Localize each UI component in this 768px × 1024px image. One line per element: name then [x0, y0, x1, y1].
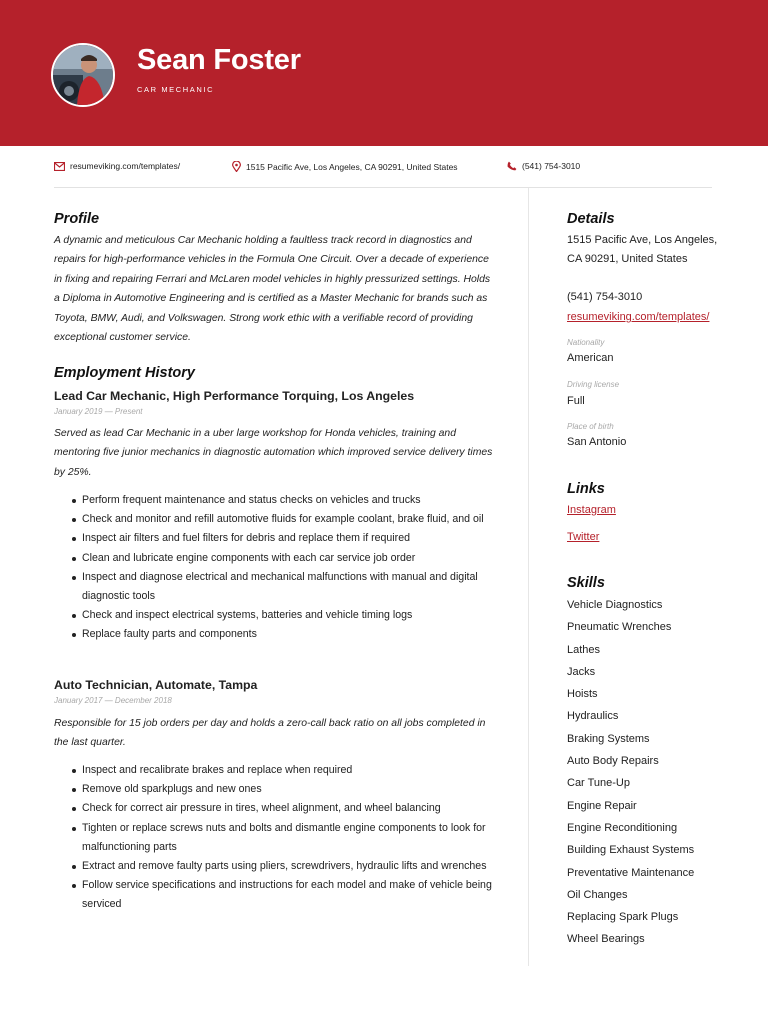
skill-item: Pneumatic Wrenches — [567, 621, 672, 634]
mail-icon — [54, 162, 65, 171]
list-item: Check for correct air pressure in tires, wheel alignment, and wheel balancing — [54, 799, 494, 818]
profile-heading: Profile — [54, 211, 100, 227]
profile-text: A dynamic and meticulous Car Mechanic holding a faultless track record in diagnostics and repairs for high-performance vehicles in the Formula One Circuit. Over a decade of experience in fixing and repairing Ferrari and McLaren model vehicles in highly pressurized settings. Holds a Diploma in Automotive Engineering and is certified as a Master Mechanic for brands such as Toyota, BMW, Audi, and Volkswagen. Strong work ethic with a verifiable record of providing exceptional customer service. — [54, 235, 491, 344]
skill-item: Jacks — [567, 665, 596, 678]
driving-license-label: Driving license — [567, 380, 620, 389]
header-divider — [54, 187, 712, 188]
list-item: Inspect air filters and fuel filters for debris and replace them if required — [54, 529, 494, 548]
details-website-link[interactable]: resumeviking.com/templates/ — [567, 311, 710, 323]
place-of-birth-label: Place of birth — [567, 422, 614, 431]
job-1-dates: January 2019 — Present — [54, 407, 143, 416]
skill-item: Engine Reconditioning — [567, 821, 678, 834]
list-item: Perform frequent maintenance and status checks on vehicles and trucks — [54, 491, 494, 510]
avatar — [51, 43, 115, 107]
phone-icon — [507, 161, 517, 171]
skill-item: Wheel Bearings — [567, 933, 645, 946]
link-twitter[interactable]: Twitter — [567, 531, 600, 543]
nationality-label: Nationality — [567, 338, 605, 347]
details-heading: Details — [567, 211, 615, 227]
list-item: Replace faulty parts and components — [54, 625, 494, 644]
list-item: Check and monitor and refill automotive fluids for example coolant, brake fluid, and oil — [54, 510, 494, 529]
contact-address — [232, 161, 458, 172]
contact-address-text: 1515 Pacific Ave, Los Angeles, CA 90291, United States — [246, 161, 458, 172]
list-item: Inspect and diagnose electrical and mechanical malfunctions with manual and digital diagnostic tools — [54, 568, 494, 606]
contact-website-text: resumeviking.com/templates/ — [70, 161, 181, 171]
skill-item: Engine Repair — [567, 799, 637, 812]
driving-license-value: Full — [567, 395, 585, 407]
skills-heading: Skills — [567, 575, 605, 591]
details-phone: (541) 754-3010 — [567, 291, 643, 303]
contact-phone-text: (541) 754-3010 — [522, 161, 581, 171]
job-2-summary: Responsible for 15 job orders per day and holds a zero-call back ratio on all jobs completed in the last quarter. — [54, 718, 486, 749]
skill-item: Hydraulics — [567, 710, 619, 723]
list-item: Tighten or replace screws nuts and bolts and dismantle engine components to look for malfunctioning parts — [54, 819, 494, 857]
job-2-title: Auto Technician, Automate, Tampa — [54, 678, 258, 692]
skill-item: Car Tune-Up — [567, 777, 630, 790]
skill-item: Hoists — [567, 688, 598, 701]
skills-list — [567, 594, 727, 951]
skill-item: Preventative Maintenance — [567, 866, 695, 879]
skill-item: Auto Body Repairs — [567, 755, 659, 768]
header-banner — [0, 0, 768, 146]
job-1-title: Lead Car Mechanic, High Performance Torquing, Los Angeles — [54, 389, 415, 403]
links-heading: Links — [567, 481, 605, 497]
job-1-bullet-list — [54, 491, 494, 645]
skill-item: Lathes — [567, 643, 601, 656]
candidate-job-title: CAR MECHANIC — [137, 85, 215, 94]
nationality-value: American — [567, 352, 614, 364]
contact-phone — [507, 161, 580, 171]
list-item: Remove old sparkplugs and new ones — [54, 780, 494, 799]
avatar-photo — [53, 45, 113, 105]
location-pin-icon — [232, 161, 241, 172]
list-item: Inspect and recalibrate brakes and replace when required — [54, 761, 494, 780]
list-item: Check and inspect electrical systems, batteries and vehicle timing logs — [54, 606, 494, 625]
employment-heading: Employment History — [54, 365, 195, 381]
candidate-name: Sean Foster — [137, 44, 301, 76]
skill-item: Replacing Spark Plugs — [567, 911, 679, 924]
contact-website[interactable] — [54, 161, 180, 171]
place-of-birth-value: San Antonio — [567, 436, 627, 448]
skill-item: Building Exhaust Systems — [567, 844, 695, 857]
list-item: Clean and lubricate engine components with each car service job order — [54, 549, 494, 568]
column-divider — [528, 188, 529, 966]
details-address: 1515 Pacific Ave, Los Angeles, CA 90291, United States — [567, 234, 718, 266]
skill-item: Braking Systems — [567, 732, 650, 745]
job-2-bullet-list — [54, 761, 494, 915]
list-item: Follow service specifications and instructions for each model and make of vehicle being serviced — [54, 876, 494, 914]
list-item: Extract and remove faulty parts using pliers, screwdrivers, hydraulic lifts and wrenches — [54, 857, 494, 876]
link-instagram[interactable]: Instagram — [567, 504, 616, 516]
job-2-dates: January 2017 — December 2018 — [54, 696, 172, 705]
skill-item: Vehicle Diagnostics — [567, 599, 663, 611]
job-1-summary: Served as lead Car Mechanic in a uber large workshop for Honda vehicles, training and mentoring five junior mechanics in diagnostic automation which improved service delivery times by 25%. — [54, 428, 493, 478]
skill-item: Oil Changes — [567, 888, 628, 901]
